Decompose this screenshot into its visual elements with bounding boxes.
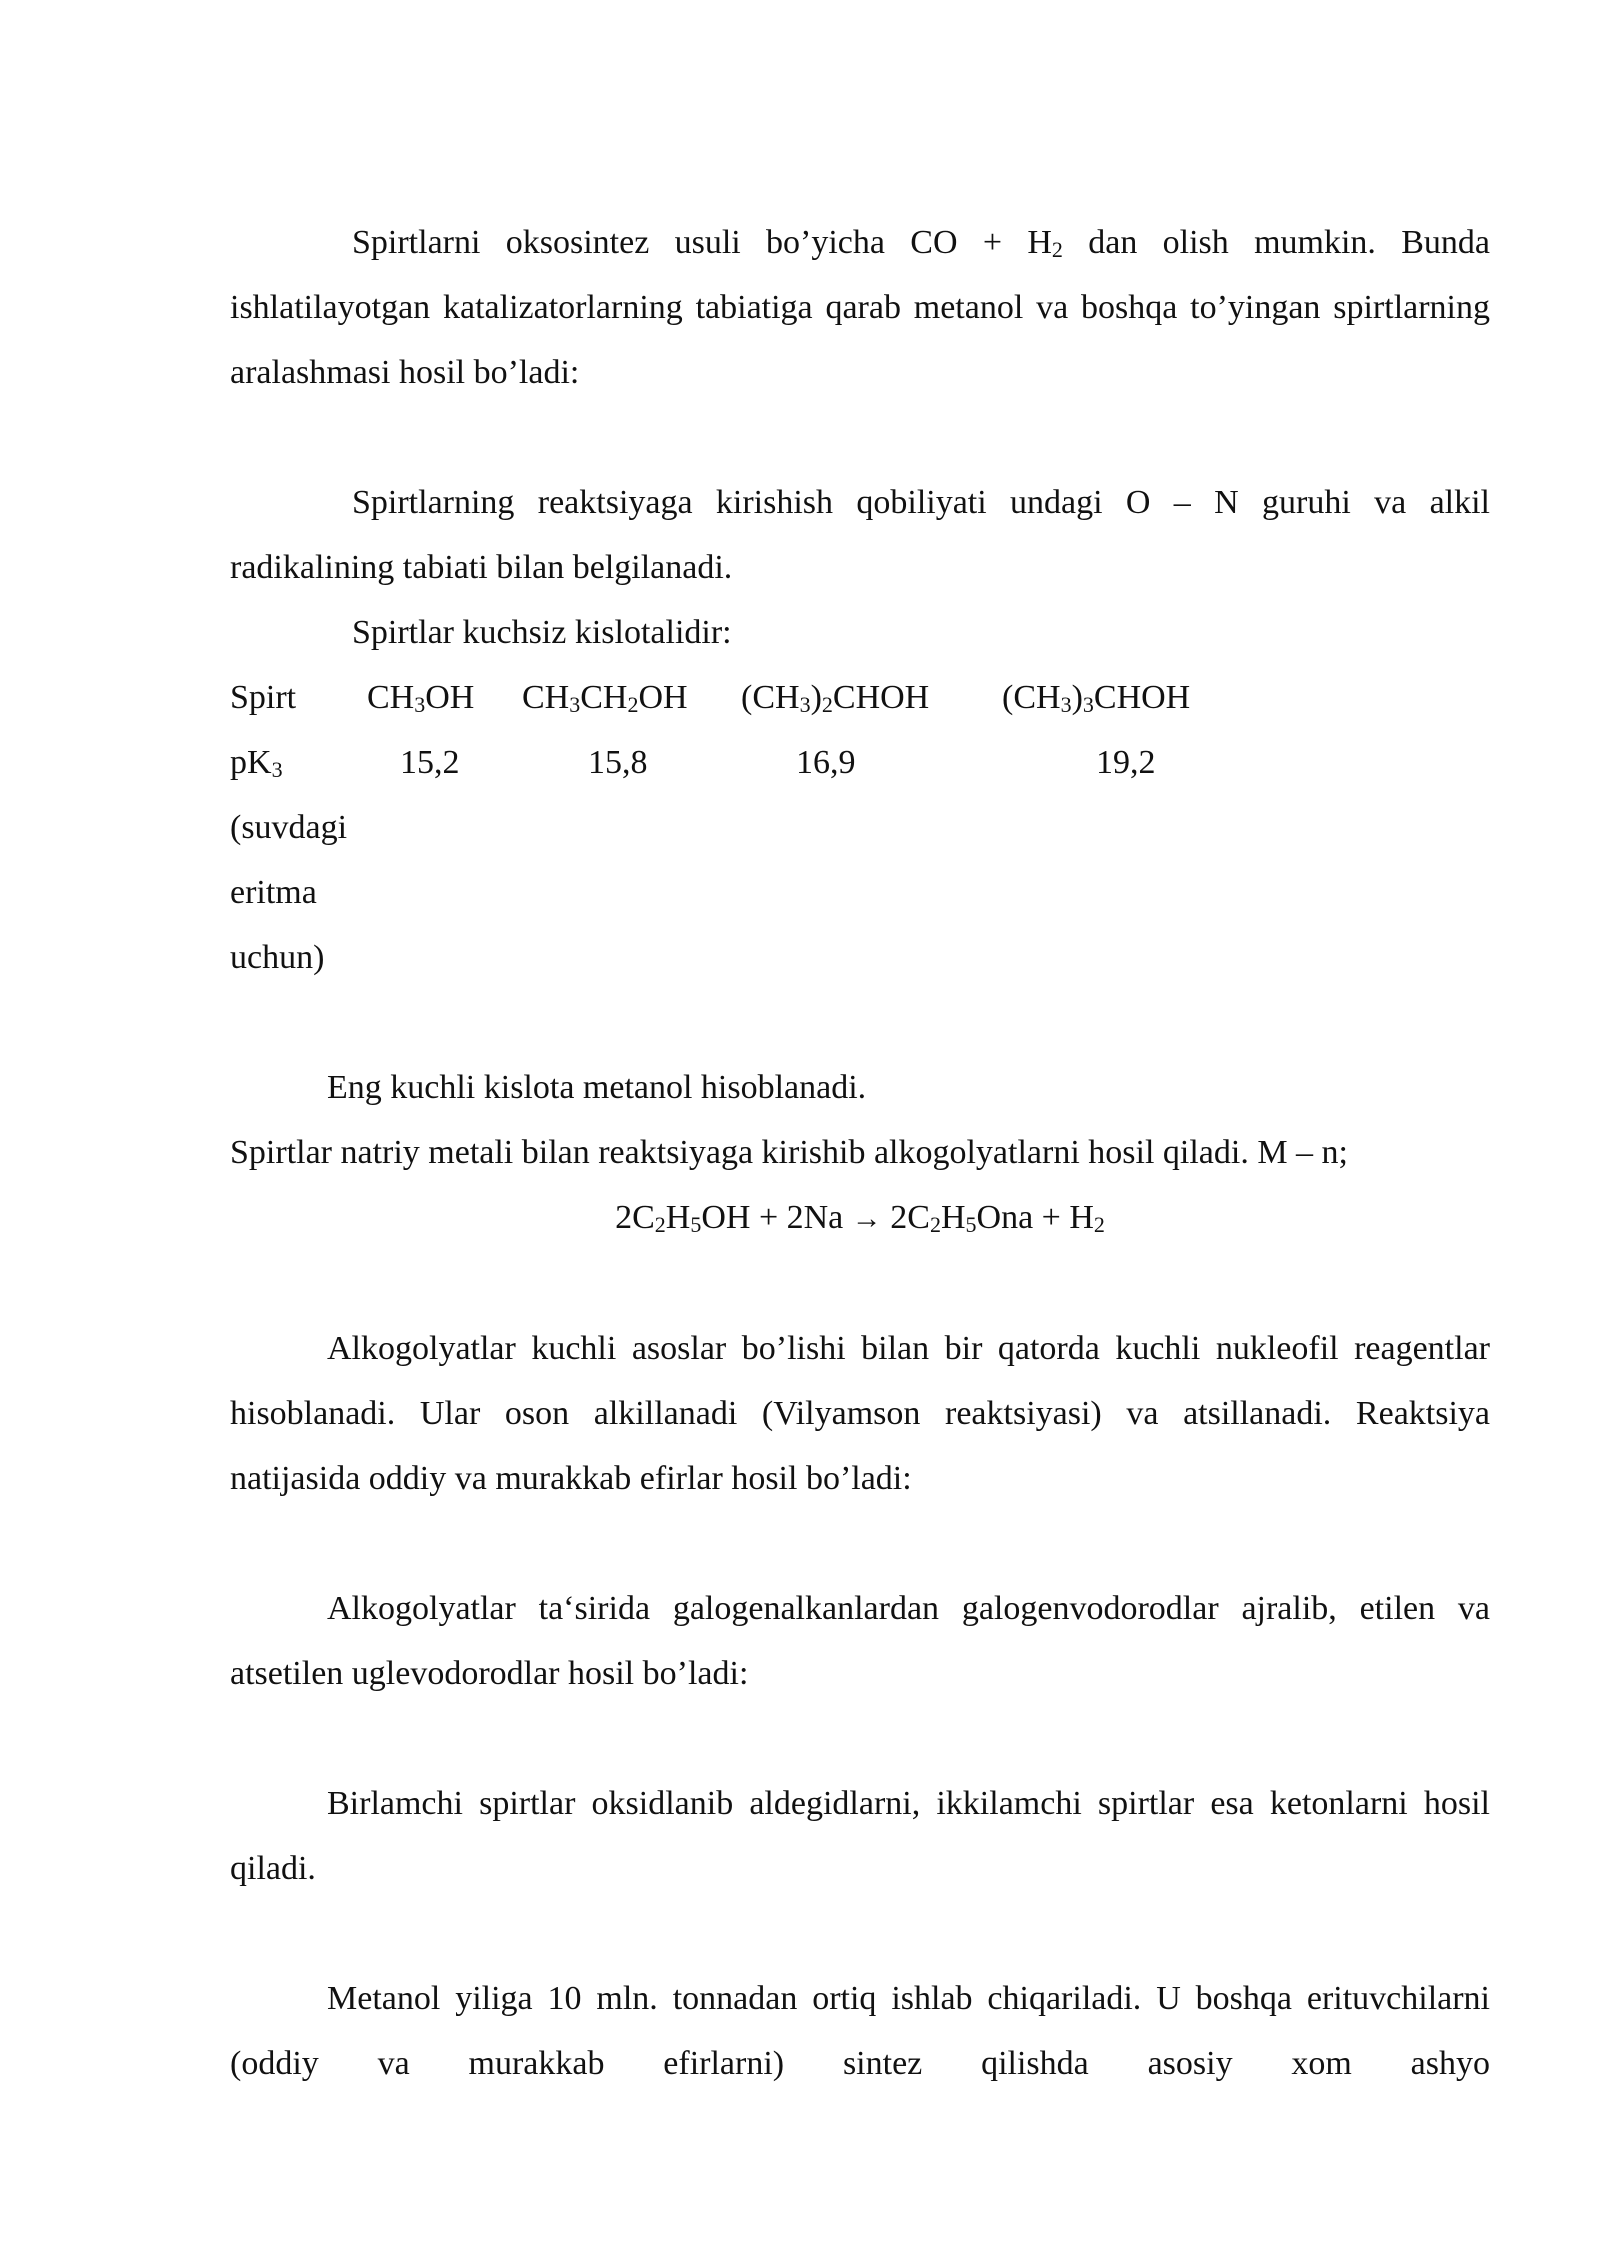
acidity-table	[230, 665, 1490, 990]
pk-value-ethanol: 15,8	[588, 744, 648, 781]
paragraph-weak-acids: Spirtlar kuchsiz kislotalidir:	[352, 614, 732, 651]
table-row-compounds	[230, 665, 1490, 730]
paragraph-alkoxide-nucleophiles: Alkogolyatlar kuchli asoslar bo’lishi bilan bir qatorda kuchli nukleofil reagentlar hisoblanadi. Ular oson alkillanadi (Vilyamson reaktsiyasi) va atsillanadi. Reaktsiya natijasida oddiy va murakkab efirlar hosil bo’ladi:	[230, 1330, 1490, 1497]
paragraph-elimination: Alkogolyatlar ta‘sirida galogenalkanlardan galogenvodorodlar ajralib, etilen va atsetilen uglevodorodlar hosil bo’ladi:	[230, 1590, 1490, 1692]
spacer	[230, 1706, 1490, 1771]
paragraph-sodium-reaction: Spirtlar natriy metali bilan reaktsiyaga kirishib alkogolyatlarni hosil qiladi. M – n;	[230, 1134, 1348, 1171]
paragraph-methanol-production: Metanol yiliga 10 mln. tonnadan ortiq ishlab chiqariladi. U boshqa erituvchilarni (oddiy va murakkab efirlarni) sintez qilishda asosiy xom ashyo	[230, 1980, 1490, 2082]
compound-methanol: $CH_3OH$	[367, 679, 475, 717]
table-note-line: uchun)	[230, 939, 325, 976]
paragraph-oxidation: Birlamchi spirtlar oksidlanib aldegidlarni, ikkilamchi spirtlar esa ketonlarni hosil qiladi.	[230, 1785, 1490, 1887]
table-row-pk	[230, 730, 1490, 795]
reaction-arrow-icon: →	[851, 1202, 882, 1235]
table-note-line: eritma	[230, 874, 317, 911]
equation-sodium-ethoxide: $2C_2H_5OH + 2Na \to 2C_2H_5Ona + H_2$	[615, 1199, 1105, 1237]
spacer	[230, 990, 1490, 1055]
pk-value-methanol: 15,2	[400, 744, 460, 781]
paragraph-strongest-acid: Eng kuchli kislota metanol hisoblanadi.	[327, 1069, 867, 1106]
compound-isopropanol: $(CH_3)_2CHOH$	[741, 679, 930, 717]
table-header-spirt: Spirt	[230, 679, 297, 716]
table-note-line: (suvdagi	[230, 809, 348, 846]
paragraph-oxosynthesis: Spirtlarni oksosintez usuli bo’yicha CO + $H_2$ dan olish mumkin. Bunda ishlatilayotgan katalizatorlarning tabiatiga qarab metanol va boshqa to’yingan spirtlarning aralashmasi hosil bo’ladi:	[230, 224, 1490, 391]
compound-tert-butanol: $(CH_3)_3CHOH$	[1002, 679, 1191, 717]
spacer	[230, 1251, 1490, 1316]
spacer	[230, 1511, 1490, 1576]
pk-value-isopropanol: 16,9	[796, 744, 856, 781]
paragraph-reactivity: Spirtlarning reaktsiyaga kirishish qobiliyati undagi O – N guruhi va alkil radikalining tabiati bilan belgilanadi.	[230, 484, 1490, 586]
compound-ethanol: $CH_3CH_2OH$	[522, 679, 688, 717]
document-page	[230, 210, 1490, 2096]
spacer	[230, 405, 1490, 470]
pk-value-tert-butanol: 19,2	[1096, 744, 1156, 781]
spacer	[230, 1901, 1490, 1966]
pk-label: $pK_3$	[230, 744, 283, 782]
